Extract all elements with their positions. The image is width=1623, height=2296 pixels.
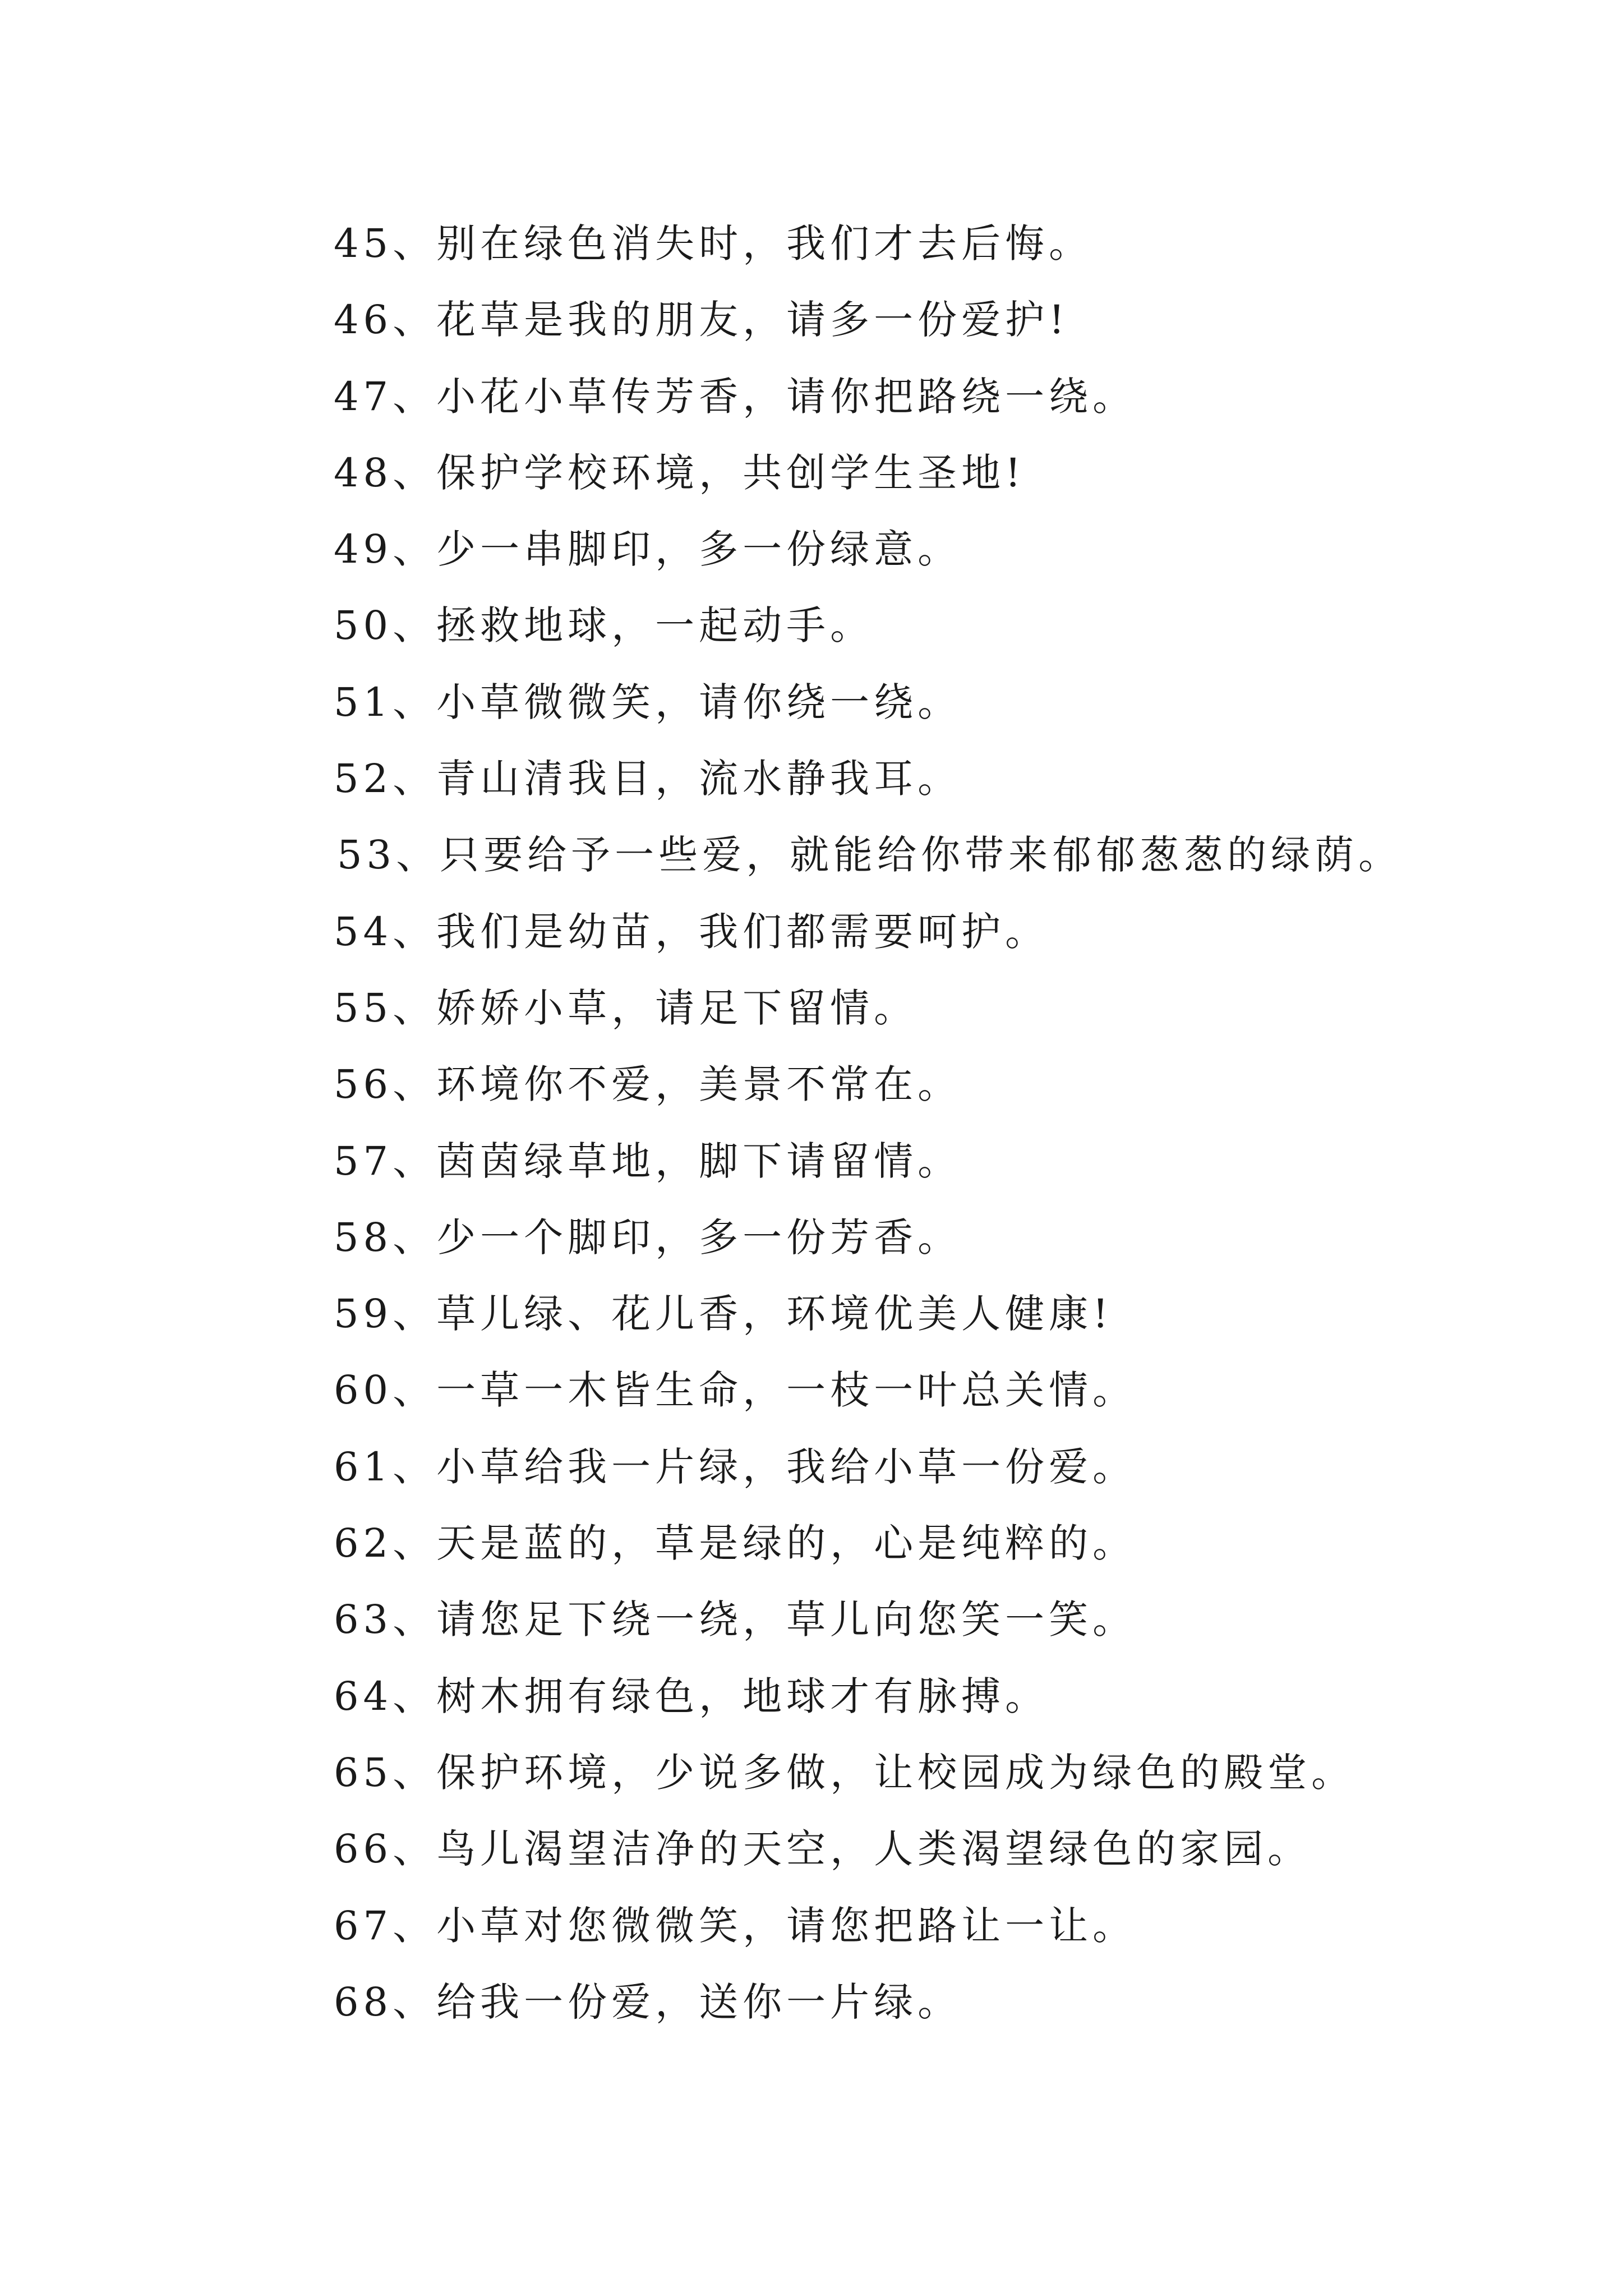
slogan-line: 62、天是蓝的，草是绿的，心是纯粹的。: [334, 1520, 1137, 1567]
slogan-line: 48、保护学校环境，共创学生圣地!: [334, 449, 1026, 496]
slogan-line: 64、树木拥有绿色，地球才有脉搏。: [334, 1673, 1049, 1719]
slogan-line: 57、茵茵绿草地，脚下请留情。: [334, 1138, 962, 1184]
slogan-line: 61、小草给我一片绿，我给小草一份爱。: [334, 1443, 1137, 1490]
slogan-line: 65、保护环境，少说多做，让校园成为绿色的殿堂。: [334, 1749, 1355, 1796]
slogan-line: 63、请您足下绕一绕，草儿向您笑一笑。: [334, 1596, 1137, 1643]
slogan-line: 50、拯救地球，一起动手。: [334, 602, 874, 649]
slogan-line: 60、一草一木皆生命，一枝一叶总关情。: [334, 1367, 1137, 1414]
slogan-line: 55、娇娇小草，请足下留情。: [334, 984, 918, 1031]
slogan-line: 51、小草微微笑，请你绕一绕。: [334, 679, 962, 725]
slogan-line: 47、小花小草传芳香，请你把路绕一绕。: [334, 373, 1137, 420]
slogan-line: 56、环境你不爱，美景不常在。: [334, 1061, 962, 1108]
slogan-line: 49、少一串脚印，多一份绿意。: [334, 526, 962, 573]
slogan-line: 59、草儿绿、花儿香，环境优美人健康!: [334, 1291, 1113, 1337]
slogan-line: 46、花草是我的朋友，请多一份爱护!: [334, 297, 1069, 343]
slogan-line: 53、只要给予一些爱，就能给你带来郁郁葱葱的绿荫。: [337, 832, 1403, 878]
slogan-line: 52、青山清我目，流水静我耳。: [334, 756, 962, 802]
slogan-line: 66、鸟儿渴望洁净的天空，人类渴望绿色的家园。: [334, 1826, 1312, 1872]
slogan-line: 68、给我一份爱，送你一片绿。: [334, 1978, 962, 2025]
slogan-line: 54、我们是幼苗，我们都需要呵护。: [334, 908, 1049, 955]
slogan-line: 45、别在绿色消失时，我们才去后悔。: [334, 220, 1093, 266]
slogan-line: 58、少一个脚印，多一份芳香。: [334, 1214, 962, 1260]
slogan-list: [334, 205, 1567, 2040]
slogan-line: 67、小草对您微微笑，请您把路让一让。: [334, 1902, 1137, 1949]
